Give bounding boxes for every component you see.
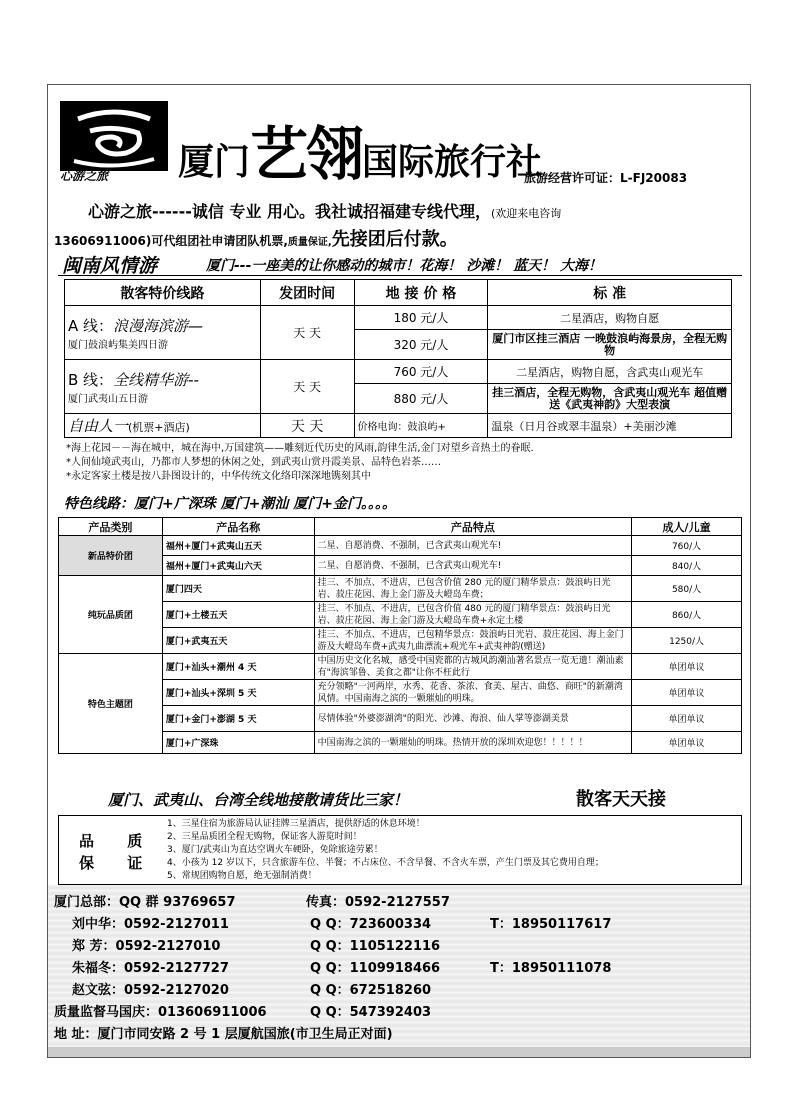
line-b-title xyxy=(68,369,257,390)
product-name: 厦门+汕头+深圳 5 天 xyxy=(162,680,314,706)
line-b-name: 全线精华游-- xyxy=(113,370,199,389)
note-line: *永定客家土楼是按八卦图设计的，中华传统文化络印深深地镌刻其中 xyxy=(66,471,371,482)
product-feature: 挂三、不加点、不进店，已包含价值 480 元的厦门精华景点：鼓浪屿日光岩、菽庄花园、海上金门游及大嶝岛车费+永定土楼 xyxy=(314,602,632,628)
company-name xyxy=(178,107,542,191)
line-b-std-1: 二星酒店，购物自愿，含武夷山观光车 xyxy=(488,360,732,384)
table-header: 产品类别 xyxy=(59,518,163,536)
slogan-line-2 xyxy=(54,225,458,251)
product-name: 福州+厦门+武夷山五天 xyxy=(162,536,314,556)
slogan-ticket: )可代组团社申请团队机票, xyxy=(145,234,288,248)
table-header: 发团时间 xyxy=(260,280,354,306)
line-b-price-1: 760 元/人 xyxy=(354,360,488,384)
slogan-guarantee: 质量保证, xyxy=(287,237,332,248)
quality-list xyxy=(167,818,604,883)
minnan-banner xyxy=(58,249,742,276)
daily-departure: 散客天天接 xyxy=(576,789,666,810)
supervisor: 质量监督马国庆：013606911006 xyxy=(54,1005,267,1020)
line-a-time: 天 天 xyxy=(260,306,354,360)
free-cell xyxy=(65,414,261,438)
contact-name-phone: 刘中华：0592-2127011 xyxy=(72,917,229,932)
contact-mobile: T：18950111078 xyxy=(490,961,612,976)
product-feature: 中国历史文化名城，感受中国瓷都的古城风韵潮汕著名景点一览无遗！潮汕素有"海滨邹鲁、美食之都"让你不枉此行 xyxy=(314,654,632,680)
slogan-main: 心游之旅------诚信 专业 用心。我社诚招福建专线代理， xyxy=(88,202,491,221)
quality-label: 品 质 保 证 xyxy=(79,832,157,872)
line-b-std-2: 挂三酒店，全程无购物，含武夷山观光车 超值赠送《武夷神韵》大型表演 xyxy=(488,384,732,414)
contact-name-phone: 朱福冬：0592-2127727 xyxy=(72,961,229,976)
table-row xyxy=(59,654,742,680)
product-feature: 二星、自愿消费、不强制，已含武夷山观光车! xyxy=(314,556,632,576)
line-a-sub: 厦门鼓浪屿集美四日游 xyxy=(68,339,168,351)
line-b-prefix: B 线： xyxy=(68,370,114,389)
table-header: 成人/儿童 xyxy=(632,518,742,536)
product-name: 厦门+武夷五天 xyxy=(162,628,314,654)
table-row xyxy=(59,536,742,556)
quality-item: 5、常规团购物自愿，绝无强制消费！ xyxy=(167,871,317,881)
special-routes: 特色线路：厦门+广深珠 厦门+潮汕 厦门+金门。。。。 xyxy=(64,496,396,512)
contact-row xyxy=(54,889,748,911)
product-price: 1250/人 xyxy=(632,628,742,654)
table-header: 产品特点 xyxy=(314,518,632,536)
category-pure: 纯玩品质团 xyxy=(59,576,163,654)
product-name: 厦门+金门+澎湖 5 天 xyxy=(162,706,314,732)
contact-row xyxy=(54,1021,748,1043)
table-header: 标 准 xyxy=(488,280,732,306)
contact-row xyxy=(54,977,748,999)
line-a-price-1: 180 元/人 xyxy=(354,306,488,330)
slogan-payment: 先接团后付款。 xyxy=(331,229,458,250)
quality-item: 1、三星住宿为旅游局认证挂牌三星酒店，提供舒适的休息环境！ xyxy=(167,819,425,829)
table-row xyxy=(65,306,732,330)
quality-item: 3、厦门/武夷山为直达空调火车硬卧，免除旅途劳累！ xyxy=(167,845,383,855)
bottom-shade xyxy=(48,1047,750,1057)
line-b-sub: 厦门武夷山五日游 xyxy=(68,393,148,405)
product-feature: 尽情体验"外婆澎湖湾"的阳光、沙滩、海浪、仙人掌等澎湖美景 xyxy=(314,706,632,732)
product-table xyxy=(58,517,742,754)
company-name-city: 厦门 xyxy=(178,142,251,183)
supervisor-qq: Q Q：547392403 xyxy=(310,1005,432,1020)
banner-title: 闽南风情游 xyxy=(62,255,158,277)
line-b-time: 天 天 xyxy=(260,360,354,414)
header xyxy=(48,85,750,193)
free-sub: (机票+酒店) xyxy=(128,421,190,434)
contact-mobile: T：18950117617 xyxy=(490,917,612,932)
product-feature: 二星、自愿消费、不强制，已含武夷山观光车! xyxy=(314,536,632,556)
address: 地 址：厦门市同安路 2 号 1 层厦航国旅(市卫生局正对面) xyxy=(54,1027,393,1042)
note-line: *人间仙境武夷山，乃都市人梦想的休闲之处，到武夷山赏丹霞美景、品特色岩茶…… xyxy=(66,457,441,468)
product-name: 福州+厦门+武夷山六天 xyxy=(162,556,314,576)
contact-qq: Q Q：723600334 xyxy=(310,917,432,932)
contact-qq: Q Q：1109918466 xyxy=(310,961,441,976)
line-b-cell xyxy=(65,360,261,414)
table-header-row xyxy=(59,518,742,536)
company-name-brand: 艺翎 xyxy=(250,120,363,188)
product-price: 单团单议 xyxy=(632,732,742,754)
contact-qq: Q Q：1105122116 xyxy=(310,939,441,954)
contact-row xyxy=(54,933,748,955)
product-name: 厦门+汕头+潮州 4 天 xyxy=(162,654,314,680)
product-price: 840/人 xyxy=(632,556,742,576)
free-time: 天 天 xyxy=(260,414,354,438)
category-theme: 特色主题团 xyxy=(59,654,163,754)
table-header: 产品名称 xyxy=(162,518,314,536)
contact-row xyxy=(54,955,748,977)
flyer-page xyxy=(47,84,751,1058)
free-price: 价格电询：鼓浪屿+ xyxy=(354,414,488,438)
note-line: *海上花园－－海在城中，城在海中,万国建筑——雕刻近代历史的风雨,韵律生活,金门对望乡音热土的眷眠. xyxy=(66,443,534,454)
line-a-std-2: 厦门市区挂三酒店 一晚鼓浪屿海景房，全程无购物 xyxy=(488,330,732,360)
quality-guarantee xyxy=(58,815,742,885)
slogan-consult: (欢迎来电咨询 xyxy=(491,207,562,220)
banner-text: 厦门---一座美的让你感动的城市！花海！ 沙滩！ 蓝天！ 大海！ xyxy=(206,258,603,274)
product-price: 单团单议 xyxy=(632,680,742,706)
contact-name-phone: 赵文弦：0592-2127020 xyxy=(72,983,229,998)
line-a-prefix: A 线： xyxy=(68,316,114,335)
product-feature: 充分领略"一河两岸，水秀、花香、茶浓、食美、屋古、曲悠、商旺"的新潮湾风情。中国南海之滨的一颗璀灿的明珠。 xyxy=(314,680,632,706)
product-price: 单团单议 xyxy=(632,706,742,732)
slogan-phone: 13606911006 xyxy=(54,234,146,248)
table-row xyxy=(65,414,732,438)
free-name: 自由人一 xyxy=(68,417,129,435)
contact-qq: Q Q：672518260 xyxy=(310,983,432,998)
product-price: 760/人 xyxy=(632,536,742,556)
product-price: 单团单议 xyxy=(632,654,742,680)
table-row xyxy=(65,360,732,384)
table-row xyxy=(59,576,742,602)
product-price: 580/人 xyxy=(632,576,742,602)
contact-name-phone: 郑 芳：0592-2127010 xyxy=(72,939,221,954)
quality-item: 2、三星品质团全程无购物，保证客人游览时间！ xyxy=(167,832,362,842)
product-feature: 中国南海之滨的一颗璀灿的明珠。热情开放的深圳欢迎您！！！！！ xyxy=(314,732,632,754)
hq-qq: 厦门总部：QQ 群 93769657 xyxy=(54,895,236,910)
product-name: 厦门四天 xyxy=(162,576,314,602)
line-b-price-2: 880 元/人 xyxy=(354,384,488,414)
contact-row xyxy=(54,999,748,1021)
line-a-std-1: 二星酒店，购物自愿 xyxy=(488,306,732,330)
category-new: 新品特价团 xyxy=(59,536,163,576)
table-header-row xyxy=(65,280,732,306)
cross-strait-slogan: 厦门、武夷山、台湾全线地接散请货比三家！ xyxy=(108,791,409,809)
product-feature: 挂三、不加点、不进店，已包精华景点：鼓浪屿日光岩、菽庄花园、海上金门游及大嶝岛车费+武夷九曲漂流+观光车+武夷神韵(赠送) xyxy=(314,628,632,654)
line-a-cell xyxy=(65,306,261,360)
free-std: 温泉（日月谷或翠丰温泉）+美丽沙滩 xyxy=(488,414,732,438)
product-name: 厦门+土楼五天 xyxy=(162,602,314,628)
table-header: 散客特价线路 xyxy=(65,280,261,306)
line-a-title xyxy=(68,315,257,336)
table-header: 地 接 价 格 xyxy=(354,280,488,306)
fax: 传真：0592-2127557 xyxy=(306,895,450,910)
product-name: 厦门+广深珠 xyxy=(162,732,314,754)
product-price: 860/人 xyxy=(632,602,742,628)
slogan-line-1 xyxy=(88,199,561,222)
contacts xyxy=(54,889,748,1043)
license-number: 旅游经营许可证：L-FJ20083 xyxy=(524,171,688,185)
company-name-type: 国际旅行社 xyxy=(362,142,543,183)
contact-row xyxy=(54,911,748,933)
notes xyxy=(66,442,534,484)
logo-subtitle: 心游之旅 xyxy=(60,169,109,183)
line-a-name: 浪漫海滨游— xyxy=(113,316,204,335)
quality-item: 4、小孩为 12 岁以下，只含旅游车位、半餐；不占床位、不含早餐、不含火车票，产生门票及其它费用自理； xyxy=(167,858,604,868)
product-feature: 挂三、不加点、不进店，已包含价值 280 元的厦门精华景点：鼓浪屿日光岩、菽庄花园、海上金门游及大嶝岛车费； xyxy=(314,576,632,602)
scatter-price-table xyxy=(64,279,732,438)
line-a-price-2: 320 元/人 xyxy=(354,330,488,360)
